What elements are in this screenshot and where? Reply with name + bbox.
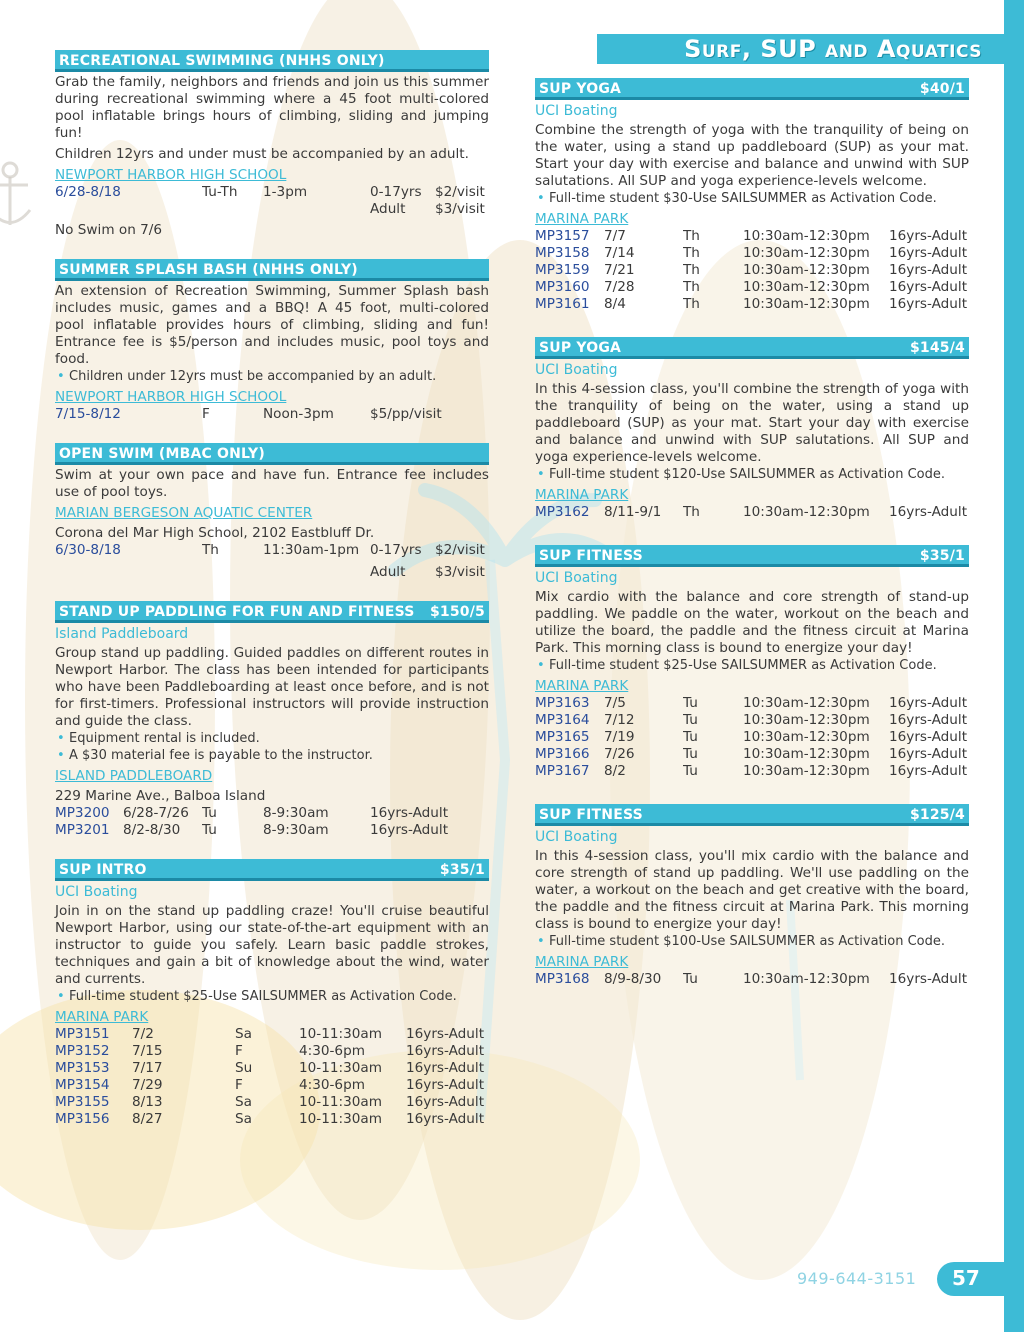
time: 10:30am-12:30pm (743, 228, 870, 244)
date: 7/14 (604, 245, 635, 261)
day: Tu (683, 729, 698, 745)
fee: $2/visit (435, 184, 485, 200)
location-link[interactable]: MARINA PARK (535, 954, 629, 970)
bullet-item: • Children under 12yrs must be accompanied by an adult. (55, 368, 489, 385)
age: Adult (370, 201, 406, 217)
section-title: SUP FITNESS (539, 807, 643, 823)
section-price: $150/5 (429, 604, 485, 620)
schedule-row (55, 822, 489, 839)
schedule-row (55, 1026, 489, 1043)
schedule-row (55, 564, 489, 581)
age: 16yrs-Adult (889, 763, 968, 779)
age: 16yrs-Adult (406, 1077, 485, 1093)
time: 4:30-6pm (299, 1043, 365, 1059)
time: 10:30am-12:30pm (743, 712, 870, 728)
section-description: Join in on the stand up paddling craze! You'll cruise beautiful Newport Harbor, using our state-of-the-art equipment with an instructor to guide you safely. Learn basic paddle strokes, techniques and gain a bit of knowledge about the wind, water and currents. (55, 903, 489, 987)
time: 10:30am-12:30pm (743, 971, 870, 987)
time: 10:30am-12:30pm (743, 729, 870, 745)
day: F (235, 1043, 243, 1059)
section-title: RECREATIONAL SWIMMING (NHHS ONLY) (59, 53, 385, 69)
age: 16yrs-Adult (406, 1111, 485, 1127)
phone-number: 949-644-3151 (797, 1269, 917, 1288)
day: Tu (683, 971, 698, 987)
date: 7/15 (132, 1043, 163, 1059)
fee: $5/pp/visit (370, 406, 442, 422)
date: 8/11-9/1 (604, 504, 662, 520)
section-description: Grab the family, neighbors and friends and join us this summer during recreational swimming where a 45 foot multi-colored pool inflatable brings hours of climbing, sliding and jumping fun! (55, 74, 489, 141)
date: 8/27 (132, 1111, 163, 1127)
bullet-item: • Full-time student $25-Use SAILSUMMER as Activation Code. (55, 988, 489, 1005)
bullet-item: • Full-time student $25-Use SAILSUMMER as Activation Code. (535, 657, 969, 674)
location-link[interactable]: MARINA PARK (535, 678, 629, 694)
schedule-table (55, 1026, 489, 1128)
schedule-row (535, 746, 969, 763)
schedule-row (55, 1060, 489, 1077)
time: 8-9:30am (263, 822, 329, 838)
bullet-item: • Equipment rental is included. (55, 730, 489, 747)
age: 16yrs-Adult (370, 805, 449, 821)
location-link[interactable]: NEWPORT HARBOR HIGH SCHOOL (55, 389, 287, 405)
time: 10-11:30am (299, 1111, 382, 1127)
section-description: Group stand up paddling. Guided paddles on different routes in Newport Harbor. The class has been intended for participants who have been Paddleboarding at least once before, and is not for first-timers. Professional instructors will provide instruction and guide the class. (55, 645, 489, 729)
schedule-row (55, 805, 489, 822)
time: 10-11:30am (299, 1026, 382, 1042)
date: 7/2 (132, 1026, 154, 1042)
days: F (202, 406, 210, 422)
day: Tu (683, 712, 698, 728)
date: 8/4 (604, 296, 626, 312)
schedule-table (535, 695, 969, 780)
section-price: $40/1 (919, 81, 965, 97)
section-header (535, 337, 969, 359)
course-code[interactable]: MP3160 (535, 279, 590, 295)
course-code[interactable]: MP3158 (535, 245, 590, 261)
schedule-row (535, 729, 969, 746)
section-price: $35/1 (439, 862, 485, 878)
bullet-item: • Full-time student $30-Use SAILSUMMER as Activation Code. (535, 190, 969, 207)
day: F (235, 1077, 243, 1093)
section-title: SUP INTRO (59, 862, 147, 878)
age: 16yrs-Adult (406, 1026, 485, 1042)
age: 16yrs-Adult (889, 504, 968, 520)
page-number-tab (937, 1262, 1004, 1296)
section-title: OPEN SWIM (MBAC ONLY) (59, 446, 265, 462)
day: Tu (683, 763, 698, 779)
time: 10:30am-12:30pm (743, 296, 870, 312)
day: Th (683, 279, 700, 295)
page-number: 57 (952, 1266, 980, 1290)
time: 10-11:30am (299, 1094, 382, 1110)
section-title: STAND UP PADDLING FOR FUN AND FITNESS (59, 604, 415, 620)
fee: $2/visit (435, 542, 485, 558)
section-header (535, 545, 969, 567)
provider: UCI Boating (535, 829, 618, 845)
schedule-row (535, 262, 969, 279)
schedule-row (535, 695, 969, 712)
time: 11:30am-1pm (263, 542, 360, 558)
day: Sa (235, 1026, 252, 1042)
course-code[interactable]: MP3157 (535, 228, 590, 244)
schedule-row (55, 542, 489, 559)
date: 7/28 (604, 279, 635, 295)
fee: $3/visit (435, 201, 485, 217)
section-header (535, 78, 969, 100)
day: Tu (202, 805, 217, 821)
provider: UCI Boating (535, 103, 618, 119)
age: 16yrs-Adult (889, 262, 968, 278)
section-title: SUP YOGA (539, 81, 622, 97)
age: 16yrs-Adult (889, 712, 968, 728)
time: 10:30am-12:30pm (743, 279, 870, 295)
section-banner (597, 34, 1004, 64)
age: 16yrs-Adult (889, 729, 968, 745)
sup-fitness-single-section (535, 545, 969, 780)
section-description: Mix cardio with the balance and core strength of stand-up paddling. We paddle on the water, workout on the beach and utilize the board, the paddle and the fitness circuit at Marina Park. This morning class is bound to energize your day! (535, 589, 969, 656)
schedule-row (55, 1094, 489, 1111)
dates: 6/30-8/18 (55, 542, 121, 558)
provider: UCI Boating (535, 570, 618, 586)
section-description: Combine the strength of yoga with the tranquility of being on the water, using a stand up paddleboard (SUP) as your mat. Start your day with exercise and balance and unwind with SUP salutations. All SUP and yoga experience-levels welcome. (535, 122, 969, 189)
schedule-row (55, 1111, 489, 1128)
time: 10:30am-12:30pm (743, 245, 870, 261)
day: Tu (683, 695, 698, 711)
schedule-table (535, 228, 969, 313)
date: 8/2 (604, 763, 626, 779)
day: Th (683, 245, 700, 261)
section-header (55, 601, 489, 623)
schedule-row (535, 971, 969, 988)
dates: 6/28-8/18 (55, 184, 121, 200)
days: Tu-Th (202, 184, 238, 200)
time: 10-11:30am (299, 1060, 382, 1076)
schedule-row (535, 763, 969, 780)
date: 7/5 (604, 695, 626, 711)
date: 8/9-8/30 (604, 971, 662, 987)
course-code[interactable]: MP3200 (55, 805, 110, 821)
section-header (55, 50, 489, 72)
time: 10:30am-12:30pm (743, 695, 870, 711)
time: 10:30am-12:30pm (743, 746, 870, 762)
course-code[interactable]: MP3152 (55, 1043, 110, 1059)
schedule-row (55, 1077, 489, 1094)
recreational-swimming-section (55, 50, 489, 239)
course-code[interactable]: MP3201 (55, 822, 110, 838)
age: 16yrs-Adult (406, 1060, 485, 1076)
provider: Island Paddleboard (55, 626, 189, 642)
section-description: An extension of Recreation Swimming, Summer Splash bash includes music, games and a BBQ! A 45 foot, multi-colored pool inflatable provides hours of climbing, sliding and fun! Entrance fee is $5/person and includes music, pool toys and food. (55, 283, 489, 367)
course-code[interactable]: MP3151 (55, 1026, 110, 1042)
date: 7/17 (132, 1060, 163, 1076)
location-link[interactable]: MARINA PARK (55, 1009, 149, 1025)
age: 16yrs-Adult (889, 971, 968, 987)
address: 229 Marine Ave., Balboa Island (55, 788, 266, 804)
right-edge-stripe (1004, 0, 1024, 1332)
time: 1-3pm (263, 184, 308, 200)
summer-splash-section (55, 259, 489, 423)
schedule-row (535, 712, 969, 729)
age: 16yrs-Adult (406, 1094, 485, 1110)
course-code[interactable]: MP3155 (55, 1094, 110, 1110)
schedule-row (535, 296, 969, 313)
section-header (535, 804, 969, 826)
age: 0-17yrs (370, 542, 422, 558)
day: Th (683, 228, 700, 244)
stand-up-paddling-section (55, 601, 489, 839)
age: 16yrs-Adult (889, 746, 968, 762)
section-title: SUP FITNESS (539, 548, 643, 564)
section-description: Swim at your own pace and have fun. Entrance fee includes use of pool toys. (55, 467, 489, 500)
time: 8-9:30am (263, 805, 329, 821)
date: 7/21 (604, 262, 635, 278)
age: 16yrs-Adult (889, 245, 968, 261)
schedule-row (55, 406, 489, 423)
bullet-item: • Full-time student $100-Use SAILSUMMER as Activation Code. (535, 933, 969, 950)
date: 7/29 (132, 1077, 163, 1093)
no-swim-note: No Swim on 7/6 (55, 222, 163, 238)
bullet-item: • A $30 material fee is payable to the instructor. (55, 747, 489, 764)
course-code[interactable]: MP3164 (535, 712, 590, 728)
schedule-row (55, 184, 489, 201)
day: Sa (235, 1111, 252, 1127)
age: 16yrs-Adult (889, 279, 968, 295)
sup-yoga-single-section (535, 78, 969, 313)
day: Th (683, 296, 700, 312)
date: 7/19 (604, 729, 635, 745)
provider: UCI Boating (535, 362, 618, 378)
section-price: $145/4 (909, 340, 965, 356)
course-code[interactable]: MP3159 (535, 262, 590, 278)
day: Tu (683, 746, 698, 762)
age: 16yrs-Adult (889, 695, 968, 711)
course-code[interactable]: MP3165 (535, 729, 590, 745)
schedule-row (55, 1043, 489, 1060)
day: Tu (202, 822, 217, 838)
section-header (55, 859, 489, 881)
provider: UCI Boating (55, 884, 138, 900)
date: 7/12 (604, 712, 635, 728)
day: Su (235, 1060, 253, 1076)
address: Corona del Mar High School, 2102 Eastbluff Dr. (55, 525, 375, 541)
course-code[interactable]: MP3163 (535, 695, 590, 711)
age: 16yrs-Adult (889, 228, 968, 244)
location-link[interactable]: MARINA PARK (535, 211, 629, 227)
section-price: $125/4 (909, 807, 965, 823)
schedule-table (535, 971, 969, 988)
date: 7/7 (604, 228, 626, 244)
bullet-item: • Full-time student $120-Use SAILSUMMER as Activation Code. (535, 466, 969, 483)
right-column (535, 78, 969, 1004)
day: Th (683, 504, 700, 520)
section-title: SUMMER SPLASH BASH (NHHS ONLY) (59, 262, 358, 278)
section-header (55, 443, 489, 465)
time: 10:30am-12:30pm (743, 504, 870, 520)
section-price: $35/1 (919, 548, 965, 564)
section-description: In this 4-session class, you'll combine the strength of yoga with the tranquility of being on the water, using a stand up paddleboard (SUP) as your mat. Start your day with exercise and balance and unwind with SUP salutations. All SUP and yoga experience-levels welcome. (535, 381, 969, 465)
date: 7/26 (604, 746, 635, 762)
day: Th (683, 262, 700, 278)
section-description: In this 4-session class, you'll mix cardio with the balance and core strength of stand up paddling. We'll use paddling on the water, a workout on the beach and get creative with the board, the paddle and the fitness circuit at Marina Park. This morning class is bound to energize your day! (535, 848, 969, 932)
date: 8/13 (132, 1094, 163, 1110)
time: 4:30-6pm (299, 1077, 365, 1093)
banner-title: Surf, SUP and Aquatics (684, 35, 982, 63)
section-note: Children 12yrs and under must be accompanied by an adult. (55, 146, 469, 162)
time: 10:30am-12:30pm (743, 763, 870, 779)
day: Sa (235, 1094, 252, 1110)
dates: 8/2-8/30 (123, 822, 181, 838)
schedule-row (535, 245, 969, 262)
schedule-row (535, 228, 969, 245)
sup-fitness-series-section (535, 804, 969, 988)
location-link[interactable]: ISLAND PADDLEBOARD (55, 768, 213, 784)
age: Adult (370, 564, 406, 580)
age: 16yrs-Adult (370, 822, 449, 838)
course-code[interactable]: MP3153 (55, 1060, 110, 1076)
age: 16yrs-Adult (406, 1043, 485, 1059)
location-link[interactable]: NEWPORT HARBOR HIGH SCHOOL (55, 167, 287, 183)
course-code[interactable]: MP3154 (55, 1077, 110, 1093)
location-link[interactable]: MARINA PARK (535, 487, 629, 503)
open-swim-section (55, 443, 489, 581)
sup-intro-section (55, 859, 489, 1128)
fee: $3/visit (435, 564, 485, 580)
schedule-table (535, 504, 969, 521)
schedule-row (55, 201, 489, 218)
course-code[interactable]: MP3167 (535, 763, 590, 779)
location-link[interactable]: MARIAN BERGESON AQUATIC CENTER (55, 505, 313, 521)
course-code[interactable]: MP3162 (535, 504, 590, 520)
age: 0-17yrs (370, 184, 422, 200)
schedule-row (535, 504, 969, 521)
days: Th (202, 542, 219, 558)
time: Noon-3pm (263, 406, 334, 422)
sup-yoga-series-section (535, 337, 969, 521)
left-column (55, 50, 489, 1144)
schedule-row (535, 279, 969, 296)
dates: 6/28-7/26 (123, 805, 189, 821)
dates: 7/15-8/12 (55, 406, 121, 422)
course-code[interactable]: MP3156 (55, 1111, 110, 1127)
section-header (55, 259, 489, 281)
time: 10:30am-12:30pm (743, 262, 870, 278)
course-code[interactable]: MP3168 (535, 971, 590, 987)
course-code[interactable]: MP3166 (535, 746, 590, 762)
course-code[interactable]: MP3161 (535, 296, 590, 312)
section-title: SUP YOGA (539, 340, 622, 356)
age: 16yrs-Adult (889, 296, 968, 312)
